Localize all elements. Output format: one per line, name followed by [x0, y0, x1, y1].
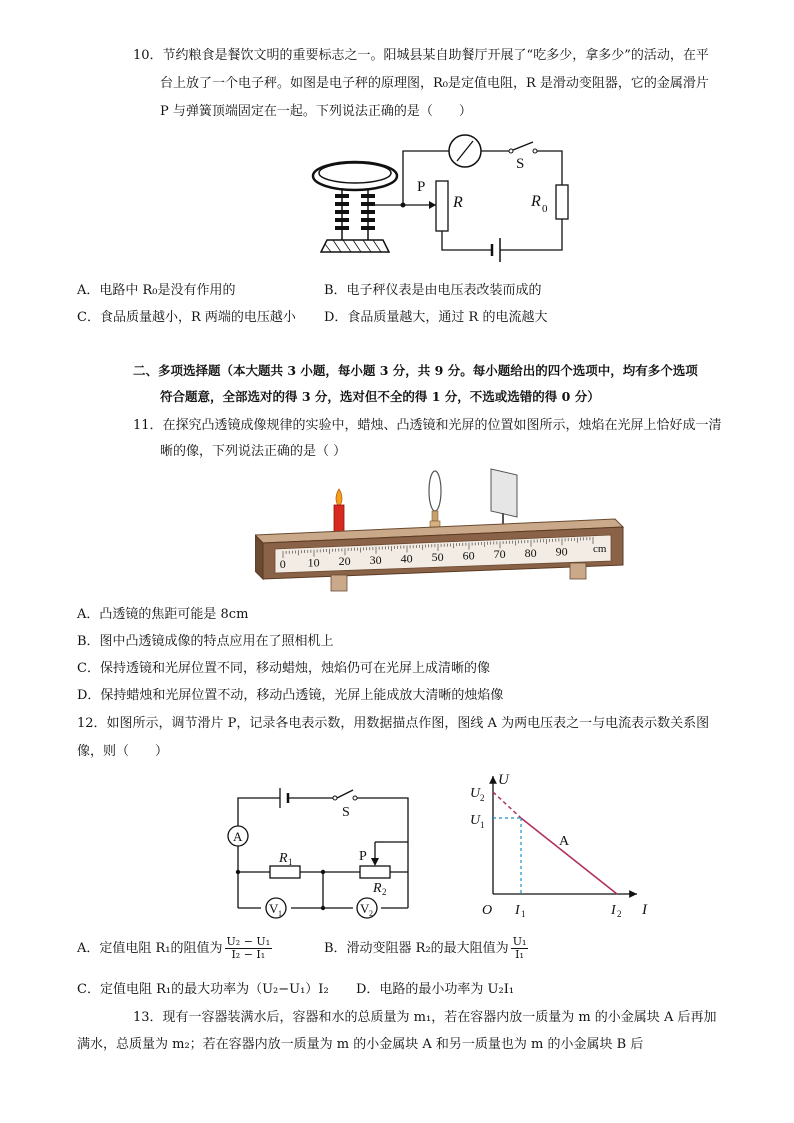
- q10-line2: 台上放了一个电子秤。如图是电子秤的原理图，R₀是定值电阻，R 是滑动变阻器，它的金属滑片: [160, 76, 709, 91]
- q12-option-a-text: A．定值电阻 R₁的阻值为: [77, 941, 223, 956]
- q12-line2: 像，则（ ）: [77, 744, 169, 759]
- fraction-a-num: U₂ − U₁: [226, 935, 271, 948]
- q10-option-b: B．电子秤仪表是由电压表改装而成的: [324, 283, 542, 298]
- ruler-unit: cm: [593, 543, 607, 555]
- tick-u2: U: [470, 786, 481, 801]
- v2-label-sub: 2: [369, 909, 373, 918]
- q10-option-c: C．食品质量越小，R 两端的电压越小: [77, 310, 296, 325]
- origin-label: O: [482, 903, 493, 918]
- q12-option-b-text: B．滑动变阻器 R₂的最大阻值为: [324, 941, 509, 956]
- tick-i1-sub: 1: [521, 909, 526, 919]
- r2-label-sub: 2: [382, 887, 387, 897]
- q12-line1: 12．如图所示，调节滑片 P，记录各电表示数，用数据描点作图，图线 A 为两电压表之一与电流表示数关系图: [77, 716, 710, 731]
- ruler-tick-label: 60: [462, 548, 475, 563]
- q10-line3: P 与弹簧顶端固定在一起。下列说法正确的是（ ）: [160, 104, 472, 119]
- tick-i1: I: [515, 903, 520, 918]
- q12-option-a: [77, 934, 274, 964]
- q13-line1: 13．现有一容器装满水后，容器和水的总质量为 m₁，若在容器内放一质量为 m 的小金属块 A 后再加: [133, 1010, 717, 1025]
- q10-line1: 10．节约粮食是餐饮文明的重要标志之一。阳城县某自助餐厅开展了“吃多少，拿多少”的活动，在平: [133, 48, 709, 63]
- r1-label: R: [279, 851, 288, 866]
- fraction-b-den: I₁: [515, 948, 524, 961]
- ruler-tick-label: 20: [338, 554, 351, 569]
- fraction-a-den: I₂ − I₁: [231, 948, 266, 961]
- q11-option-a: A．凸透镜的焦距可能是 8cm: [77, 607, 249, 622]
- q10-option-a: A．电路中 R₀是没有作用的: [77, 283, 236, 298]
- label-s: S: [516, 156, 525, 172]
- line-a-label: A: [559, 834, 570, 849]
- label-r0-sub: 0: [542, 203, 548, 215]
- axis-label-i: I: [642, 902, 647, 918]
- tick-u2-sub: 2: [480, 793, 485, 803]
- ruler-tick-label: 50: [431, 550, 444, 564]
- q11-option-d: D．保持蜡烛和光屏位置不动，移动凸透镜，光屏上能成放大清晰的烛焰像: [77, 688, 504, 703]
- q13-line2: 满水，总质量为 m₂；若在容器内放一质量为 m 的小金属块 A 和另一质量也为 m 的小金属块 B 后: [77, 1037, 644, 1052]
- q12-option-c: C．定值电阻 R₁的最大功率为（U₂−U₁）I₂: [77, 982, 329, 997]
- label-p: P: [417, 179, 426, 195]
- r2-label: R: [373, 881, 382, 896]
- tick-u1-sub: 1: [480, 820, 485, 830]
- q11-option-c: C．保持透镜和光屏位置不同，移动蜡烛，烛焰仍可在光屏上成清晰的像: [77, 661, 490, 676]
- r1-label-sub: 1: [288, 857, 293, 867]
- v1-label: V: [269, 901, 279, 916]
- q12-ui-graph: [465, 768, 655, 923]
- fraction-b: [511, 936, 529, 961]
- section2-header-line2: 符合题意，全部选对的得 3 分，选对但不全的得 1 分，不选或选错的得 0 分）: [160, 389, 600, 404]
- tick-u1: U: [470, 813, 481, 828]
- q12-option-b: [324, 934, 530, 964]
- q11-option-b: B．图中凸透镜成像的特点应用在了照相机上: [77, 634, 334, 649]
- fraction-b-num: U₁: [512, 935, 527, 948]
- slider-p-label: P: [359, 849, 367, 864]
- section2-header-line1: 二、多项选择题（本大题共 3 小题，每小题 3 分，共 9 分。每小题给出的四个选项中，均有多个选项: [133, 363, 698, 378]
- q11-line2: 晰的像，下列说法正确的是（ ）: [160, 444, 347, 459]
- q12-option-d: D．电路的最小功率为 U₂I₁: [356, 982, 515, 997]
- q10-option-d: D．食品质量越大，通过 R 的电流越大: [324, 310, 548, 325]
- tick-i2-sub: 2: [617, 909, 622, 919]
- electronic-scale-diagram: [305, 128, 585, 273]
- ammeter-label: A: [233, 829, 243, 844]
- label-r: R: [453, 194, 463, 211]
- ruler-tick-label: 80: [524, 545, 537, 560]
- ruler-tick-label: 70: [493, 547, 506, 562]
- ruler-tick-label: 40: [400, 551, 413, 566]
- ruler-tick-label: 0: [279, 557, 286, 571]
- fraction-a: [225, 936, 273, 961]
- v1-label-sub: 1: [278, 909, 282, 918]
- q11-line1: 11．在探究凸透镜成像规律的实验中，蜡烛、凸透镜和光屏的位置如图所示，烛焰在光屏上恰好成一清: [133, 418, 722, 433]
- v2-label: V: [360, 901, 370, 916]
- circuit-label-s: S: [342, 805, 350, 820]
- ruler-tick-label: 90: [555, 544, 568, 559]
- q12-circuit-diagram: [225, 784, 420, 919]
- optical-bench-diagram: [255, 467, 627, 599]
- ruler-tick-label: 10: [307, 555, 320, 570]
- label-r0: R: [531, 193, 541, 210]
- tick-i2: I: [611, 903, 616, 918]
- ruler-tick-label: 30: [369, 552, 382, 567]
- axis-label-u: U: [498, 772, 509, 788]
